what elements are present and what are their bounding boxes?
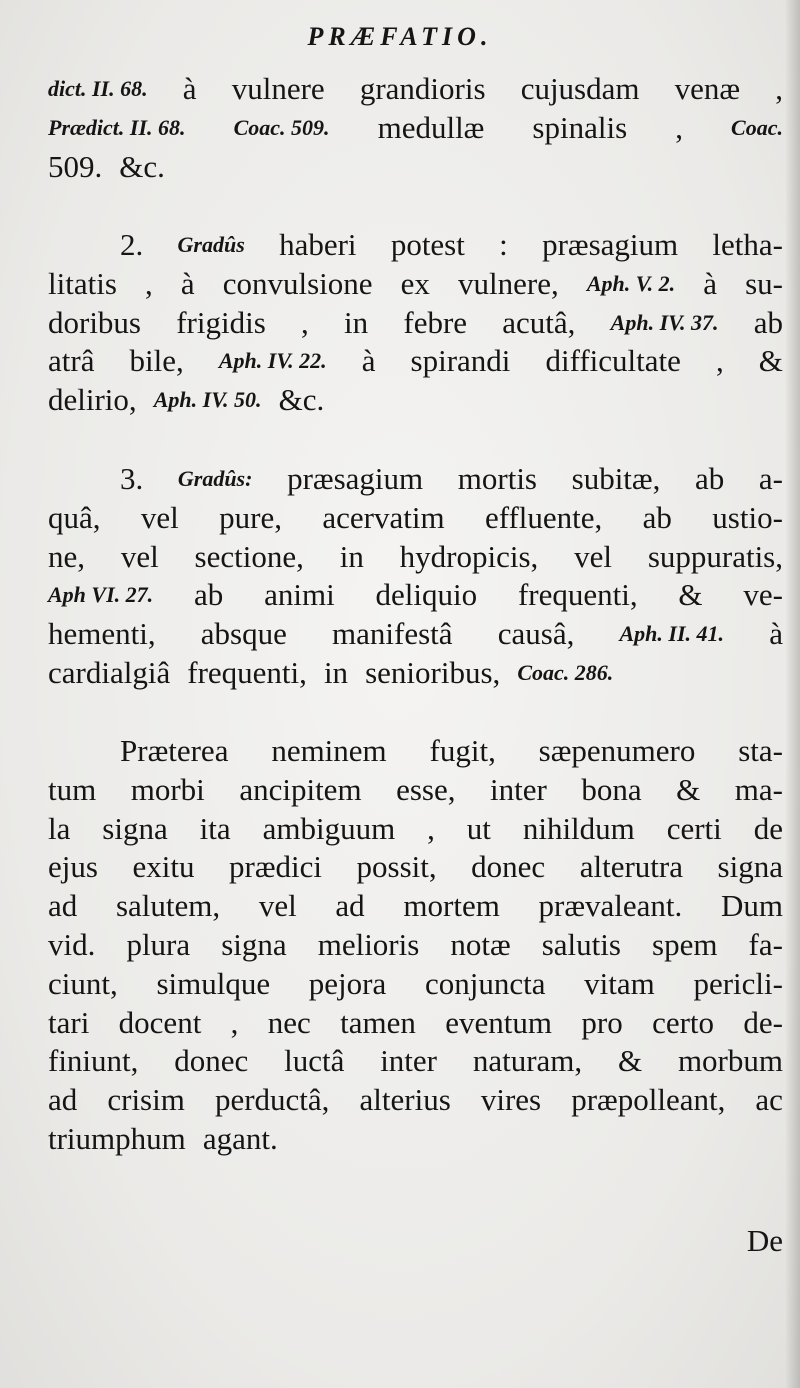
word: possit, [356, 849, 437, 885]
text-line [48, 1120, 783, 1159]
word: finiunt, [48, 1043, 139, 1079]
reference-citation: Aph. IV. 37. [610, 309, 719, 335]
word: bona [581, 771, 642, 807]
word: ac [755, 1082, 783, 1118]
word: vitam [584, 965, 655, 1001]
word: vires [480, 1082, 542, 1118]
word: & [617, 1043, 643, 1079]
word: docent [118, 1004, 202, 1040]
word: signa [102, 810, 168, 846]
word: naturam, [472, 1043, 583, 1079]
reference-citation: Aph. IV. 22. [218, 348, 327, 374]
word: senioribus, [365, 654, 501, 690]
word: grandioris [359, 71, 486, 106]
word: ita [199, 810, 231, 846]
word: conjuncta [424, 965, 546, 1001]
text-line [48, 304, 783, 343]
word: crisim [107, 1082, 185, 1118]
word: febre [403, 304, 468, 340]
word: , [675, 109, 683, 145]
text-line [48, 70, 783, 109]
word: tari [48, 1004, 90, 1040]
word: alterutra [579, 849, 683, 885]
word: vid. [48, 926, 96, 962]
paragraph-praeterea [48, 732, 783, 1159]
text-line [48, 460, 783, 499]
reference-citation: Gradûs [177, 232, 245, 257]
word: sæpenumero [538, 733, 696, 768]
text-line [48, 771, 783, 810]
catchword-text: De [746, 1223, 783, 1258]
text-line [48, 965, 783, 1004]
word: su- [745, 265, 783, 301]
word: mortem [403, 888, 500, 924]
word: & [758, 343, 783, 379]
word: : [499, 227, 508, 262]
reference-citation: Aph. II. 41. [619, 621, 725, 647]
word: donec [174, 1043, 249, 1079]
word: potest [390, 227, 465, 262]
word: signa [221, 926, 287, 962]
word: atrâ [48, 343, 95, 379]
word: morbi [130, 771, 205, 807]
word: vel [574, 538, 612, 574]
word: sectione, [194, 538, 304, 574]
word: animi [264, 577, 335, 613]
word: frequenti, [187, 654, 307, 690]
reference-citation: Coac. 509. [233, 114, 330, 140]
word: quâ, [48, 499, 101, 535]
text-line [48, 538, 783, 577]
word: medullæ [377, 109, 485, 145]
word: de- [743, 1004, 783, 1040]
word: pejora [308, 965, 387, 1001]
word: difficultate [545, 343, 681, 379]
word: frequenti, [517, 577, 638, 613]
word: præsagium [287, 461, 424, 496]
text-line [48, 1004, 783, 1043]
word: neminem [271, 733, 387, 768]
text-line [48, 148, 783, 187]
word: vel [140, 499, 179, 535]
word: à [182, 71, 197, 106]
word: perductâ, [214, 1082, 330, 1118]
paragraph-gradus-3 [48, 460, 783, 693]
word: &c. [119, 148, 165, 184]
word: subitæ, [571, 461, 661, 496]
word: , [715, 343, 724, 379]
word: à [703, 265, 717, 301]
word: pro [581, 1004, 623, 1040]
word: cujusdam [520, 71, 640, 106]
word: acutâ, [502, 304, 576, 340]
word: & [676, 771, 701, 807]
page-edge-shadow [786, 0, 800, 1388]
word: donec [471, 849, 546, 885]
reference-citation: Gradûs: [177, 466, 253, 491]
word: , [145, 265, 153, 301]
word: simulque [156, 965, 271, 1001]
word: sta- [738, 733, 783, 768]
word: alterius [359, 1082, 451, 1118]
word: in [323, 654, 349, 690]
text-line [48, 576, 783, 615]
text-line [48, 810, 783, 849]
word: pericli- [693, 965, 783, 1001]
word: fa- [748, 926, 783, 962]
reference-citation: Coac. 286. [517, 659, 614, 685]
word: prædici [229, 849, 322, 885]
word: 2. [120, 227, 144, 262]
word: hydropicis, [399, 538, 539, 574]
word: in [344, 304, 369, 340]
word: ad [48, 888, 78, 924]
text-line [48, 887, 783, 926]
word: venæ [674, 71, 741, 106]
word: ambiguum [262, 810, 396, 846]
word: vulnere, [458, 265, 559, 301]
word: ex [400, 265, 430, 301]
word: tamen [340, 1004, 416, 1040]
reference-citation: Aph. IV. 50. [153, 387, 262, 413]
word: & [678, 577, 703, 613]
text-line [48, 848, 783, 887]
word: præsagium [542, 227, 679, 262]
word: ab [694, 461, 725, 496]
word: 509. [48, 148, 103, 184]
word: ne, [48, 538, 86, 574]
word: ab [753, 304, 783, 340]
word: frigidis [176, 304, 266, 340]
word: , [230, 1004, 239, 1040]
word: , [301, 304, 309, 340]
word: exitu [132, 849, 195, 885]
word: ustio- [712, 499, 783, 535]
word: absque [200, 616, 287, 652]
word: manifestâ [332, 616, 453, 652]
word: ut [466, 810, 491, 846]
word: spirandi [410, 343, 511, 379]
word: nec [267, 1004, 311, 1040]
word: vel [258, 888, 297, 924]
word: ab [642, 499, 672, 535]
word: à [180, 265, 195, 301]
word: ma- [734, 771, 783, 807]
word: bile, [129, 343, 184, 379]
word: ciunt, [48, 965, 118, 1001]
word: deliquio [375, 577, 478, 613]
word: ejus [48, 849, 98, 885]
word: eventum [445, 1004, 553, 1040]
word: morbum [677, 1043, 783, 1079]
word: effluente, [484, 499, 603, 535]
text-line [48, 226, 783, 265]
word: à [361, 343, 376, 379]
word: fugit, [429, 733, 496, 768]
word: vel [120, 538, 159, 574]
reference-citation: Aph. V. 2. [586, 270, 676, 296]
text-line [48, 1081, 783, 1120]
text-line [48, 926, 783, 965]
word: ab [193, 577, 224, 613]
word: ad [335, 888, 365, 924]
word: spinalis [532, 109, 628, 145]
word: 3. [120, 461, 144, 496]
text-line [48, 654, 783, 693]
word: Præterea [120, 733, 229, 768]
word: litatis [48, 265, 117, 301]
word: a- [758, 461, 783, 496]
word: salutem, [115, 888, 221, 924]
word: hementi, [48, 616, 156, 652]
word: plura [126, 926, 191, 962]
word: præpolleant, [571, 1082, 726, 1118]
word: suppuratis, [647, 538, 783, 574]
word: la [48, 810, 71, 846]
reference-citation: Coac. [731, 114, 783, 140]
word: luctâ [284, 1043, 345, 1079]
reference-citation: dict. II. 68. [48, 76, 148, 101]
word: causâ, [497, 616, 575, 652]
word: , [775, 71, 783, 106]
reference-citation: Aph VI. 27. [48, 582, 154, 608]
text-line [48, 381, 783, 420]
word: , [427, 810, 435, 846]
word: certo [652, 1004, 715, 1040]
word: &c. [278, 382, 325, 418]
word: Dum [720, 888, 783, 924]
word: tum [48, 771, 97, 807]
word: doribus [48, 304, 141, 340]
text-line [48, 1042, 783, 1081]
paragraph-gradus-2 [48, 226, 783, 420]
word: ancipitem [239, 771, 362, 807]
text-line [48, 342, 783, 381]
word: mortis [457, 461, 537, 496]
text-line [48, 615, 783, 654]
word: de [753, 810, 783, 846]
word: letha- [712, 227, 783, 262]
reference-citation: Prædict. II. 68. [48, 114, 186, 140]
word: notæ [450, 926, 511, 962]
word: pure, [219, 499, 282, 535]
word: acervatim [322, 499, 445, 535]
word: haberi [279, 227, 357, 262]
word: esse, [396, 771, 456, 807]
word: vulnere [231, 71, 325, 106]
word: nihildum [522, 810, 635, 846]
paragraph-continuation [48, 70, 783, 186]
running-header: PRÆFATIO. [307, 22, 493, 51]
word: in [339, 538, 364, 574]
text-line [48, 732, 783, 771]
word: certi [666, 810, 722, 846]
word: spem [652, 926, 718, 962]
word: triumphum [48, 1120, 186, 1156]
word: salutis [541, 926, 621, 962]
word: agant. [202, 1120, 278, 1156]
word: cardialgiâ [48, 654, 171, 690]
word: à [769, 616, 783, 652]
word: inter [380, 1043, 437, 1079]
text-line [48, 109, 783, 148]
catchword [48, 1222, 783, 1261]
word: ve- [743, 577, 783, 613]
word: signa [717, 849, 783, 885]
word: delirio, [48, 382, 137, 418]
word: ad [48, 1082, 78, 1118]
text-line [48, 499, 783, 538]
word: prævaleant. [538, 888, 683, 924]
word: convulsione [222, 265, 373, 301]
word: inter [490, 771, 547, 807]
word: melioris [317, 926, 420, 962]
text-line [48, 265, 783, 304]
